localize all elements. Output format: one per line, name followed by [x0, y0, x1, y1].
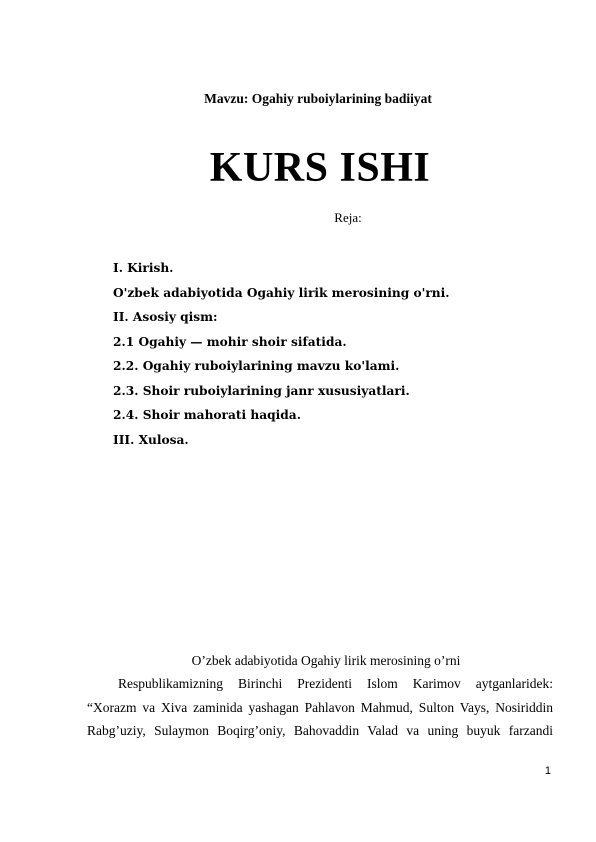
plan-list: [113, 256, 450, 452]
plan-item: III. Xulosa.: [113, 432, 189, 447]
body-line: Respublikamizning Birinchi Prezidenti Islom Karimov aytganlaridek:: [118, 676, 553, 691]
document-title: KURS ISHI: [209, 145, 431, 191]
plan-item: O'zbek adabiyotida Ogahiy lirik merosining o'rni.: [113, 285, 450, 300]
plan-item: 2.4. Shoir mahorati haqida.: [113, 408, 301, 422]
body-paragraph: [87, 672, 553, 743]
plan-label: Reja:: [334, 210, 362, 225]
body-line: “Xorazm va Xiva zaminida yashagan Pahlavon Mahmud, Sulton Vays, Nosiriddin: [87, 699, 553, 715]
plan-item: 2.1 Ogahiy — mohir shoir sifatida.: [113, 334, 347, 349]
topic-line: Mavzu: Ogahiy ruboiylarining badiiyat: [204, 91, 432, 106]
page-number: 1: [544, 765, 551, 777]
section-heading: O’zbek adabiyotida Ogahiy lirik merosining o’rni: [191, 653, 461, 668]
plan-item: 2.3. Shoir ruboiylarining janr xususiyatlari.: [113, 383, 410, 398]
plan-item: I. Kirish.: [113, 261, 174, 275]
body-line: Rabg’uziy, Sulaymon Boqirg’oniy, Bahovaddin Valad va uning buyuk farzandi: [87, 723, 553, 738]
plan-item: II. Asosiy qism:: [113, 310, 218, 324]
plan-item: 2.2. Ogahiy ruboiylarining mavzu ko'lami.: [113, 359, 400, 373]
